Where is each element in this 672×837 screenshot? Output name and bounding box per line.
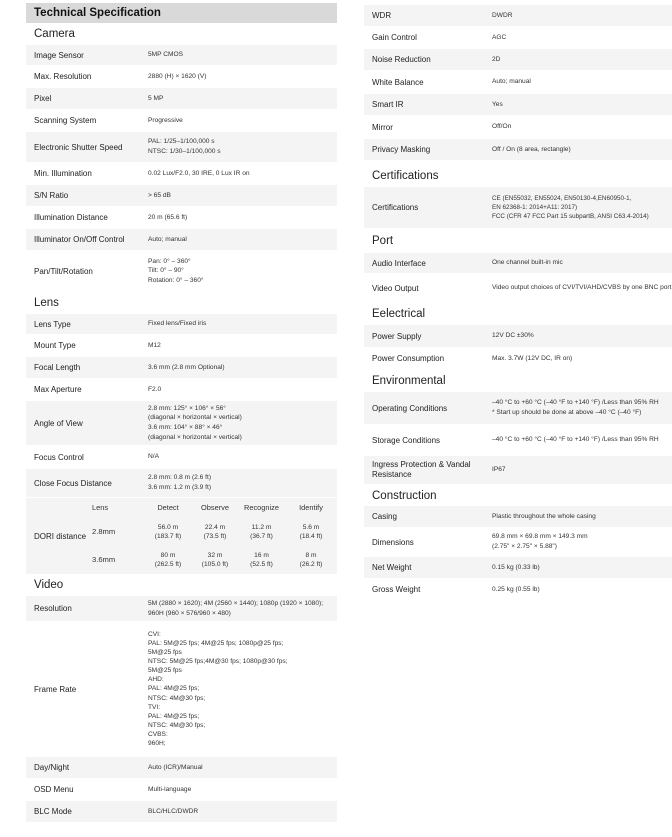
dori-lens: 3.6mm <box>92 554 116 564</box>
spec-row: Illumination Distance 20 m (65.6 ft) <box>26 207 337 229</box>
spec-row: Mount Type M12 <box>26 335 337 357</box>
dori-cell: 80 m (262.5 ft) <box>154 551 182 568</box>
spec-row: S/N Ratio > 65 dB <box>26 185 337 207</box>
spec-row: Operating Conditions –40 °C to +60 °C (–40 °F to +140 °F) /Less than 95% RH * Start up should be done at above –40 °C (–40 °F) <box>364 392 672 425</box>
spec-row: Smart IR Yes <box>364 94 672 116</box>
spec-row: Power Supply 12V DC ±30% <box>364 325 672 348</box>
camera-table <box>26 45 337 292</box>
spec-row: Max. Resolution 2880 (H) × 1620 (V) <box>26 66 337 88</box>
section-heading-certifications: Certifications <box>372 170 439 182</box>
dori-cell: 56.0 m (183.7 ft) <box>154 523 182 540</box>
dori-header: Detect <box>157 502 179 512</box>
spec-row: WDR DWDR <box>364 5 672 27</box>
port-table <box>364 253 672 303</box>
spec-row: Image Sensor 5MP CMOS <box>26 45 337 66</box>
spec-row: Privacy Masking Off / On (8 area, rectangle) <box>364 139 672 161</box>
dori-grid <box>88 498 337 574</box>
dori-cell: 32 m (105.0 ft) <box>201 551 229 568</box>
spec-row: Max Aperture F2.0 <box>26 379 337 401</box>
spec-row: Angle of View 2.8 mm: 125° × 106° × 56° (diagonal × horizontal × vertical) 3.6 mm: 104° × 88° × 46° (diagonal × horizontal × vertical) <box>26 401 337 446</box>
spec-row: White Balance Auto; manual <box>364 71 672 94</box>
section-heading-port: Port <box>372 235 394 247</box>
spec-row: Resolution 5M (2880 × 1620); 4M (2560 × 1440); 1080p (1920 × 1080); 960H (960 × 576/960 × 480) <box>26 596 337 622</box>
dori-header: Identify <box>299 502 323 512</box>
dori-header: Recognize <box>244 502 279 512</box>
spec-row: Audio Interface One channel built-in mic <box>364 253 672 274</box>
spec-row: Certifications CE (EN55032, EN55024, EN50130-4,EN60950-1, EN 62368-1: 2014+A11: 2017) FCC (CFR 47 FCC Part 15 subpartB, ANSI C63.4-2014) <box>364 187 672 229</box>
spec-row: Min. Illumination 0.02 Lux/F2.0, 30 IRE, 0 Lux IR on <box>26 163 337 185</box>
spec-row: Gain Control AGC <box>364 27 672 49</box>
dori-lens: 2.8mm <box>92 526 116 536</box>
dori-label: DORI distance <box>34 531 87 541</box>
spec-row: Focal Length 3.6 mm (2.8 mm Optional) <box>26 357 337 379</box>
spec-row: Illuminator On/Off Control Auto; manual <box>26 229 337 251</box>
dori-cell: 16 m (52.5 ft) <box>250 551 273 568</box>
spec-row: Scanning System Progressive <box>26 110 337 132</box>
spec-row: Dimensions 69.8 mm × 69.8 mm × 149.3 mm (2.75" × 2.75" × 5.88") <box>364 528 672 557</box>
spec-row: Electronic Shutter Speed PAL: 1/25–1/100,000 s NTSC: 1/30–1/100,000 s <box>26 132 337 163</box>
lens-table <box>26 314 337 574</box>
spec-row: Frame Rate CVI: PAL: 5M@25 fps; 4M@25 fps; 1080p@25 fps; 5M@25 fps NTSC: 5M@25 fps;4M@30 fps; 1080p@30 fps; 5M@25 fps AHD: PAL: 4M@25 fps; NTSC: 4M@30 fps; TVI: PAL: 4M@25 fps; NTSC: 4M@30 fps; CVBS: 960H; <box>26 622 337 757</box>
spec-row: Pan/Tilt/Rotation Pan: 0° – 360° Tilt: 0° – 90° Rotation: 0° – 360° <box>26 251 337 292</box>
dori-cell: 5.6 m (18.4 ft) <box>299 523 323 540</box>
dori-header: Observe <box>201 502 229 512</box>
spec-row: Power Consumption Max. 3.7W (12V DC, IR on) <box>364 348 672 370</box>
spec-row: OSD Menu Multi-language <box>26 779 337 801</box>
video-table <box>26 596 337 823</box>
spec-row: Day/Night Auto (ICR)/Manual <box>26 757 337 779</box>
environmental-table <box>364 392 672 485</box>
dori-cell: 22.4 m (73.5 ft) <box>203 523 227 540</box>
electrical-table <box>364 325 672 370</box>
spec-row: Pixel 5 MP <box>26 88 337 110</box>
spec-row: Gross Weight 0.25 kg (0.55 lb) <box>364 579 672 601</box>
spec-column-right <box>364 0 672 601</box>
spec-row: Focus Control N/A <box>26 446 337 469</box>
spec-row: Video Output Video output choices of CVI/TVI/AHD/CVBS by one BNC port <box>364 274 672 303</box>
dori-cell: 8 m (26.2 ft) <box>299 551 323 568</box>
spec-row: Storage Conditions –40 °C to +60 °C (–40 °F to +140 °F) /Less than 95% RH <box>364 425 672 456</box>
spec-column-left <box>26 0 337 823</box>
spec-row: Net Weight 0.15 kg (0.33 lb) <box>364 557 672 579</box>
spec-title: Technical Specification <box>26 3 337 23</box>
section-heading-lens: Lens <box>34 297 59 309</box>
section-heading-electrical: Eelectrical <box>372 308 426 320</box>
section-heading-environmental: Environmental <box>372 375 446 387</box>
section-heading-video: Video <box>34 579 64 591</box>
spec-row: Ingress Protection & Vandal Resistance IP67 <box>364 456 672 485</box>
spec-row: Noise Reduction 2D <box>364 49 672 71</box>
video-cont-table <box>364 5 672 161</box>
dori-header: Lens <box>92 502 109 512</box>
spec-row: Close Focus Distance 2.8 mm: 0.8 m (2.6 ft) 3.6 mm: 1.2 m (3.9 ft) <box>26 469 337 498</box>
dori-table <box>26 498 337 574</box>
spec-row: Casing Plastic throughout the whole casing <box>364 506 672 528</box>
spec-row: Lens Type Fixed lens/Fixed iris <box>26 314 337 335</box>
spec-row: BLC Mode BLC/HLC/DWDR <box>26 801 337 823</box>
construction-table <box>364 506 672 601</box>
spec-row: Mirror Off/On <box>364 116 672 139</box>
dori-cell: 11.2 m (36.7 ft) <box>250 523 273 540</box>
section-heading-camera: Camera <box>34 28 75 40</box>
section-heading-construction: Construction <box>372 489 437 502</box>
certifications-table <box>364 187 672 229</box>
